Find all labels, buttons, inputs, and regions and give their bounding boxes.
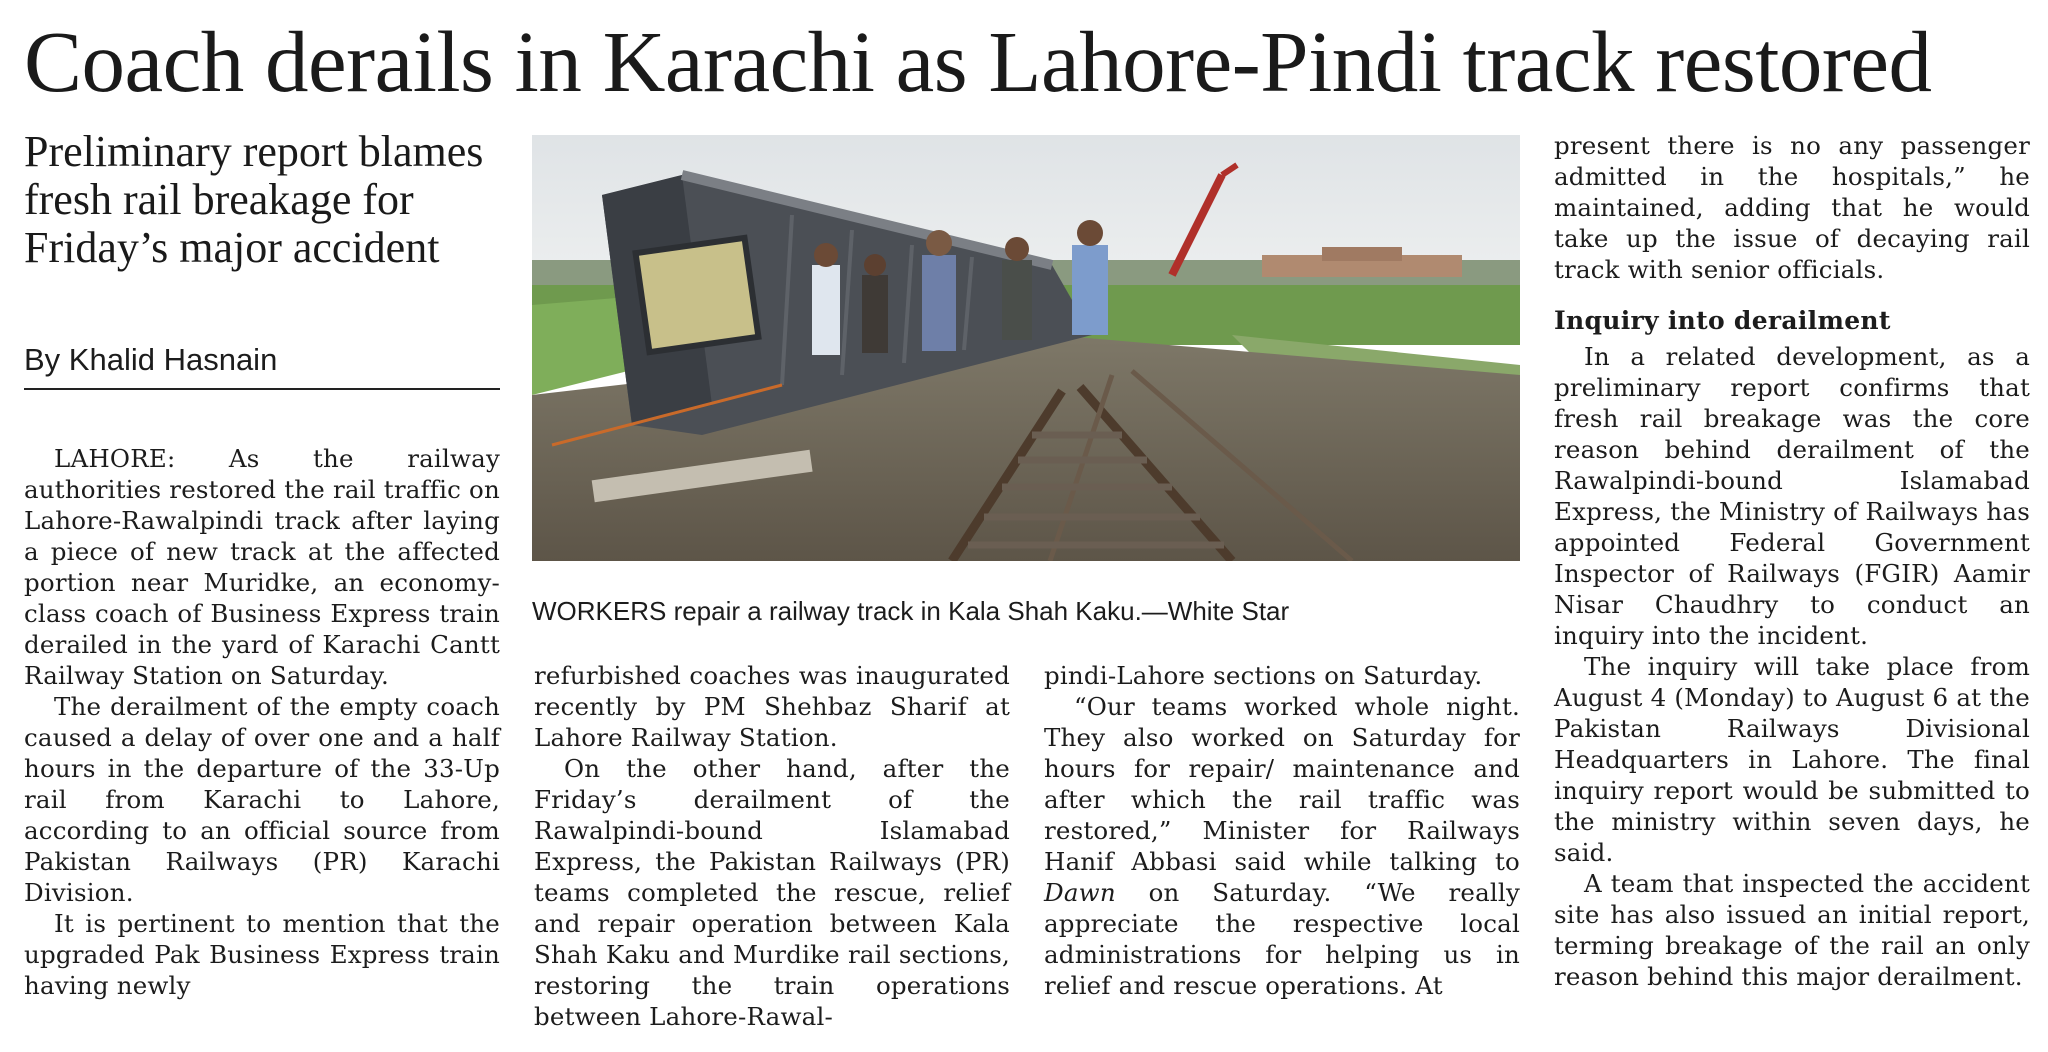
article-headline: Coach derails in Karachi as Lahore-Pindi track restored bbox=[24, 13, 1932, 110]
paragraph: LAHORE: As the railway authorities restored the rail traffic on Lahore-Rawalpindi track after laying a piece of new track at the affected portion near Muridke, an economy-class coach of Business Express train derailed in the yard of Karachi Cantt Railway Station on Saturday. bbox=[24, 444, 500, 690]
article-column-4 bbox=[1554, 130, 2030, 992]
paragraph: The derailment of the empty coach caused a delay of over one and a half hours in the departure of the 33-Up rail from Karachi to Lahore, according to an official source from Pakistan Railways (PR) Karachi Division. bbox=[24, 692, 500, 907]
paragraph: It is pertinent to mention that the upgraded Pak Business Express train having newly bbox=[24, 909, 500, 1000]
news-photo bbox=[532, 135, 1520, 561]
paragraph: A team that inspected the accident site has also issued an initial report, terming breakage of the rail an only reason behind this major derailment. bbox=[1554, 869, 2030, 991]
article-column-1 bbox=[24, 443, 500, 1001]
paragraph: present there is no any passenger admitted in the hospitals,” he maintained, adding that he would take up the issue of decaying rail track with senior officials. bbox=[1554, 131, 2030, 284]
paragraph: The inquiry will take place from August 4 (Monday) to August 6 at the Pakistan Railways Divisional Headquarters in Lahore. The final inquiry report would be submitted to the ministry within seven days, he said. bbox=[1554, 652, 2030, 867]
byline: By Khalid Hasnain bbox=[24, 340, 500, 390]
article-column-3 bbox=[1044, 660, 1520, 1001]
quote-text-continued: on Saturday. “We really appreciate the respective local administrations for helping us in relief and rescue operations. At bbox=[1044, 878, 1520, 1000]
paragraph: refurbished coaches was inaugurated recently by PM Shehbaz Sharif at Lahore Railway Station. bbox=[534, 661, 1010, 752]
paragraph bbox=[1044, 691, 1520, 1001]
paragraph: On the other hand, after the Friday’s derailment of the Rawalpindi-bound Islamabad Express, the Pakistan Railways (PR) teams completed the rescue, relief and repair operation between Kala Shah Kaku and Murdike rail sections, restoring the train operations between Lahore-Rawal- bbox=[534, 754, 1010, 1031]
article-column-2 bbox=[534, 660, 1010, 1032]
paragraph: pindi-Lahore sections on Saturday. bbox=[1044, 661, 1483, 690]
article-subheadline: Preliminary report blames fresh rail breakage for Friday’s major accident bbox=[24, 127, 484, 272]
paragraph: In a related development, as a preliminary report confirms that fresh rail breakage was the core reason behind derailment of the Rawalpindi-bound Islamabad Express, the Ministry of Railways has appointed Federal Government Inspector of Railways (FGIR) Aamir Nisar Chaudhry to conduct an inquiry into the incident. bbox=[1554, 342, 2030, 650]
photo-caption: WORKERS repair a railway track in Kala Shah Kaku.—White Star bbox=[532, 596, 1290, 626]
derailed-train-photo bbox=[532, 135, 1520, 561]
quote-text: “Our teams worked whole night. They also worked on Saturday for hours for repair/ maintenance and after which the rail traffic was restored,” Minister for Railways Hanif Abbasi said while talking to bbox=[1044, 692, 1520, 876]
publication-name: Dawn bbox=[1044, 878, 1116, 907]
section-subheading: Inquiry into derailment bbox=[1554, 306, 1891, 335]
